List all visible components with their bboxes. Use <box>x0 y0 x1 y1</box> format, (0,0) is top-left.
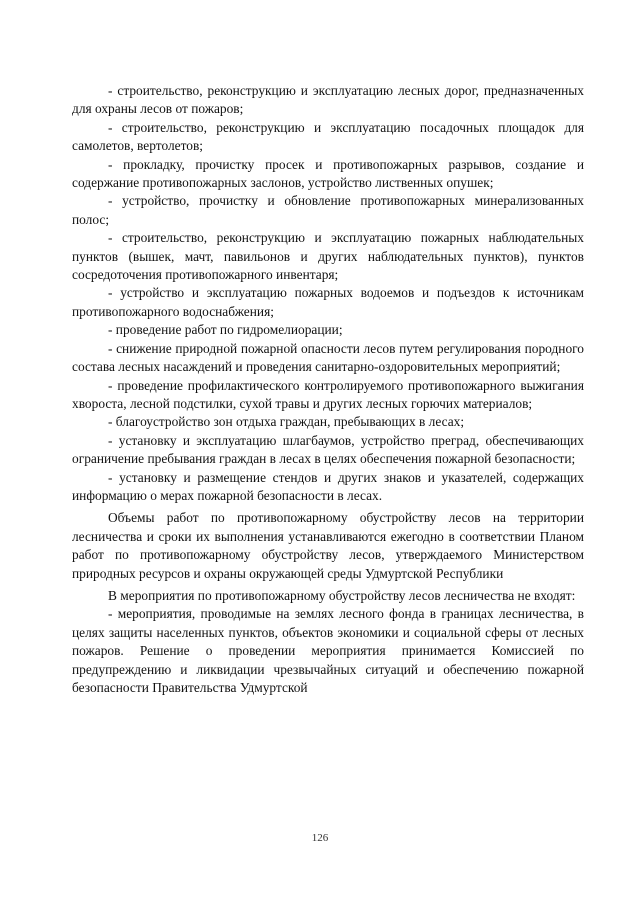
list-item-recreation-zones: - благоустройство зон отдыха граждан, пребывающих в лесах; <box>108 414 465 430</box>
list-item-hydromelioration: - проведение работ по гидромелиорации; <box>108 322 343 338</box>
list-item-water-reservoirs: - устройство и эксплуатацию пожарных водоемов и подъездов к источникам противопожарного водоснабжения; <box>72 285 584 319</box>
list-item-excluded-measures: - мероприятия, проводимые на землях лесного фонда в границах лесничества, в целях защиты населенных пунктов, объектов экономики и социальной сферы от лесных пожаров. Решение о проведении мероприятия принимается Комиссией по предупреждению и ликвидации чрезвычайных ситуаций и обеспечению пожарной безопасности Правительства Удмуртской <box>72 606 584 695</box>
paragraph-exclusions-intro: В мероприятия по противопожарному обустройству лесов лесничества не входят: <box>108 587 576 603</box>
list-item-fire-hazard-reduction: - снижение природной пожарной опасности лесов путем регулирования породного состава лесных насаждений и проведения санитарно-оздоровительных мероприятий; <box>72 340 584 375</box>
list-item-observation-points: - строительство, реконструкцию и эксплуатацию пожарных наблюдательных пунктов (вышек, мачт, павильонов и других наблюдательных пунктов), пунктов сосредоточения противопожарного инвентаря; <box>72 230 584 283</box>
paragraph-work-volumes: Объемы работ по противопожарному обустройству лесов на территории лесничества и сроки их выполнения устанавливаются ежегодно в соответствии Планом работ по противопожарному обустройству лесов, утверждаемого Министерством природных ресурсов и охраны окружающей среды Удмуртской Республики <box>72 510 584 581</box>
list-item-landing-sites: - строительство, реконструкцию и эксплуатацию посадочных площадок для самолетов, вертолетов; <box>72 119 584 154</box>
list-item-firebreaks: - прокладку, прочистку просек и противопожарных разрывов, создание и содержание противопожарных заслонов, устройство лиственных опушек; <box>72 156 584 191</box>
page-number: 126 <box>311 832 329 844</box>
list-item-mineralized-strips: - устройство, прочистку и обновление противопожарных минерализованных полос; <box>72 193 584 227</box>
list-item-controlled-burning: - проведение профилактического контролируемого противопожарного выжигания хвороста, лесной подстилки, сухой травы и других лесных горючих материалов; <box>72 377 584 411</box>
list-item-forest-roads: - строительство, реконструкцию и эксплуатацию лесных дорог, предназначенных для охраны лесов от пожаров; <box>72 83 584 117</box>
list-item-information-stands: - установку и размещение стендов и других знаков и указателей, содержащих информацию о мерах пожарной безопасности в лесах. <box>72 469 584 503</box>
document-body <box>72 82 584 697</box>
list-item-barriers: - установку и эксплуатацию шлагбаумов, устройство преград, обеспечивающих ограничение пребывания граждан в лесах в целях обеспечения пожарной безопасности; <box>72 432 584 467</box>
